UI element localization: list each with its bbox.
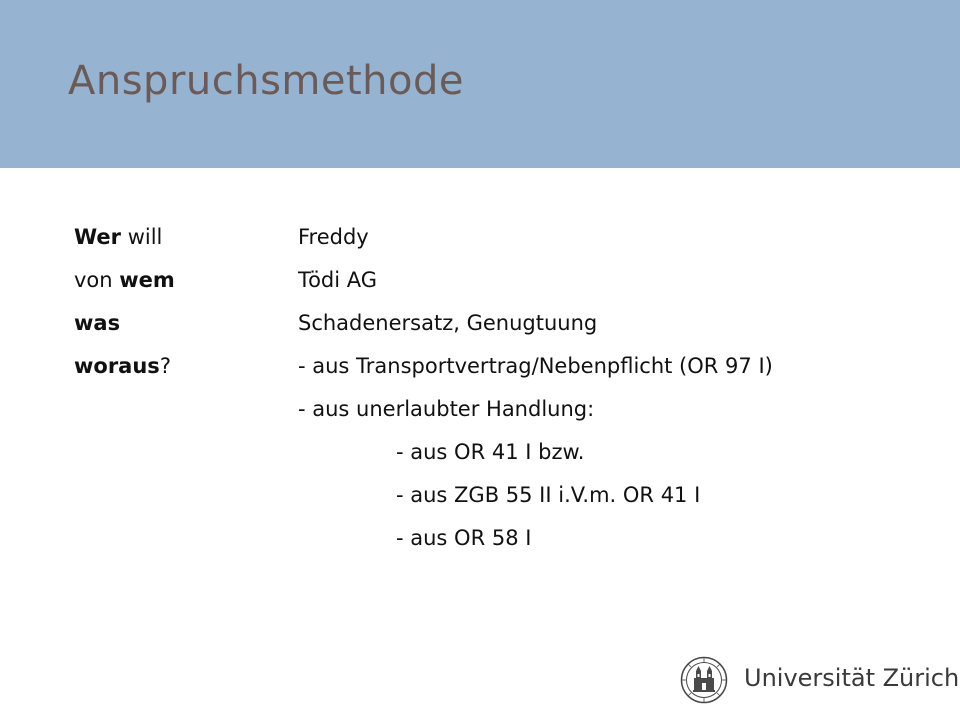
label-tail: ? xyxy=(159,354,171,378)
label-normal: will xyxy=(121,225,163,249)
content-row xyxy=(74,259,914,302)
content-row xyxy=(74,302,914,345)
label-bold: wem xyxy=(119,268,175,292)
slide-content xyxy=(74,216,914,560)
sub-row-value: - aus OR 58 I xyxy=(396,526,532,550)
row-label xyxy=(74,259,175,302)
row-value: - aus unerlaubter Handlung: xyxy=(298,397,595,421)
slide-title: Anspruchsmethode xyxy=(68,58,465,104)
content-sub-row xyxy=(74,431,914,474)
label-bold: woraus xyxy=(74,354,160,378)
university-logo xyxy=(680,656,960,704)
row-label xyxy=(74,302,120,345)
content-row xyxy=(74,216,914,259)
label-bold: Wer xyxy=(74,225,122,249)
row-label xyxy=(74,345,171,388)
row-value: - aus Transportvertrag/Nebenpflicht (OR 97 I) xyxy=(298,354,773,378)
university-seal-icon xyxy=(680,656,728,704)
sub-row-value: - aus ZGB 55 II i.V.m. OR 41 I xyxy=(396,483,701,507)
university-name: Universität Zürich xyxy=(744,664,960,692)
row-value: Tödi AG xyxy=(298,268,378,292)
row-value: Freddy xyxy=(298,225,369,249)
sub-row-value: - aus OR 41 I bzw. xyxy=(396,440,585,464)
row-label xyxy=(74,216,162,259)
content-sub-row xyxy=(74,517,914,560)
header-band xyxy=(0,0,960,168)
content-sub-row xyxy=(74,474,914,517)
label-normal: von xyxy=(74,268,120,292)
content-row xyxy=(74,388,914,431)
label-bold: was xyxy=(74,311,121,335)
content-row xyxy=(74,345,914,388)
row-value: Schadenersatz, Genugtuung xyxy=(298,311,598,335)
